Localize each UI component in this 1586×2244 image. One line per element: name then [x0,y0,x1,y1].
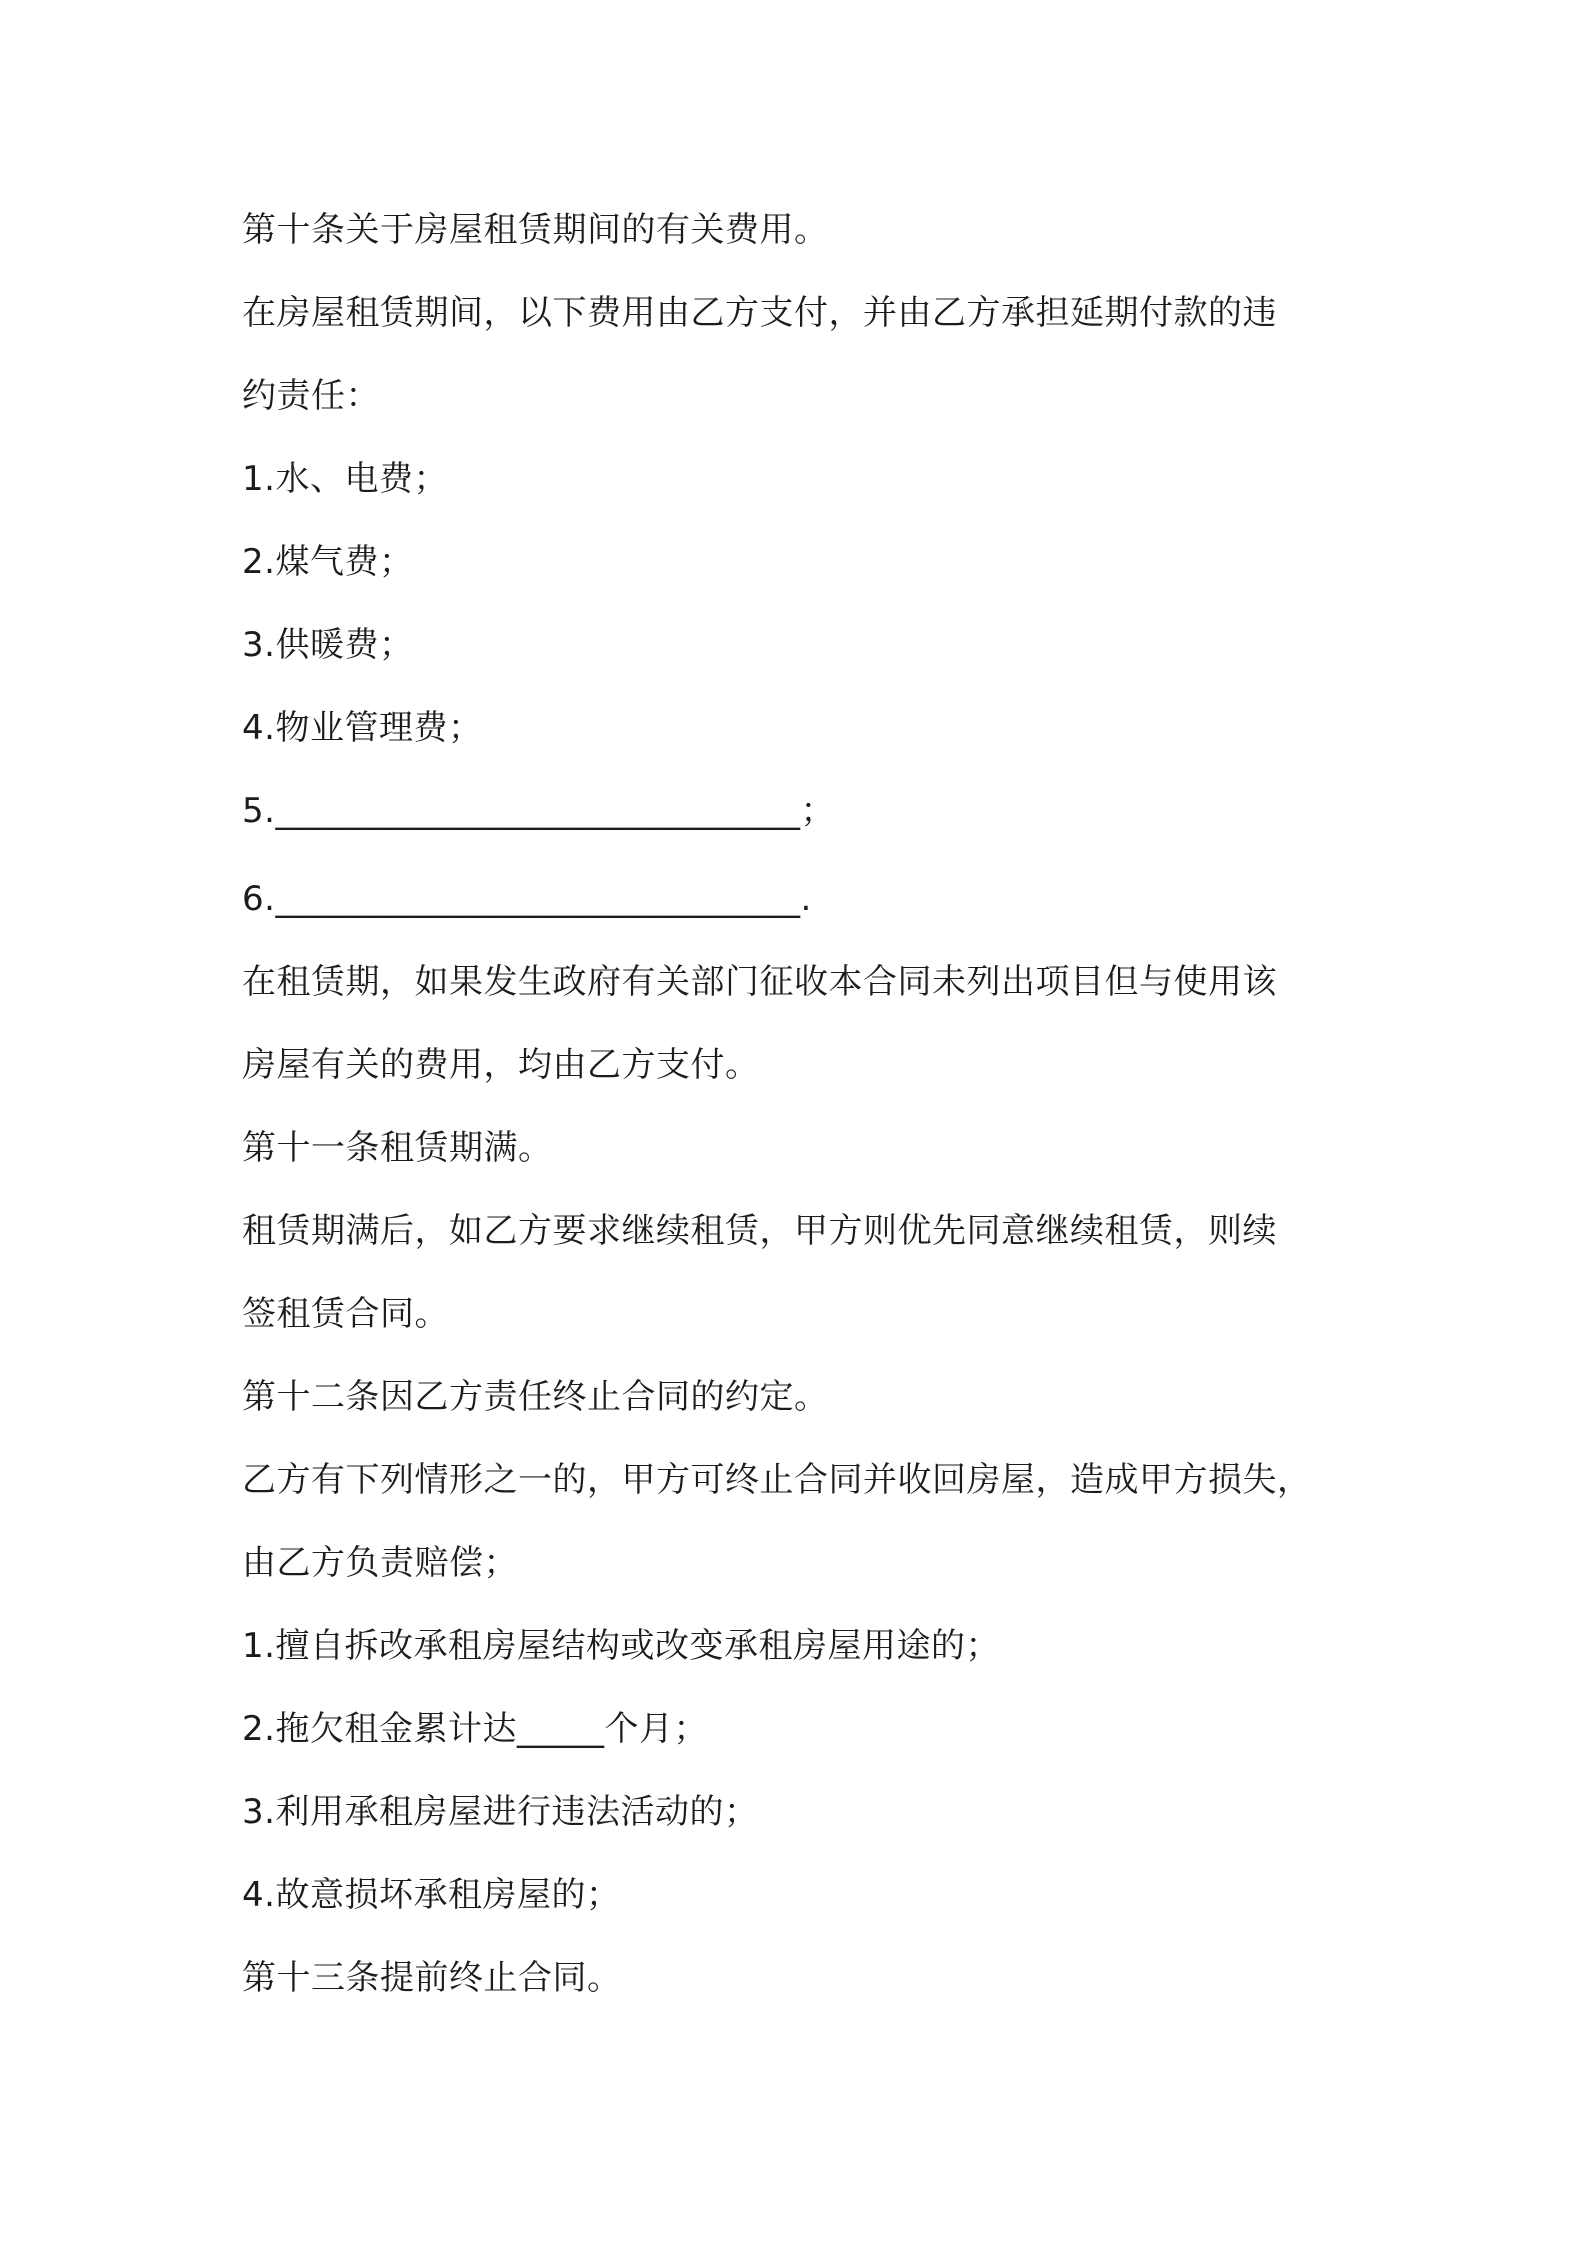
text-line: 1.水、电费； [242,459,448,499]
text-line: 在租赁期，如果发生政府有关部门征收本合同未列出项目但与使用该 [242,962,1277,1002]
text-line: 1.擅自拆改承租房屋结构或改变承租房屋用途的； [242,1626,1000,1666]
text-line: 租赁期满后，如乙方要求继续租赁，甲方则优先同意继续租赁，则续 [242,1211,1277,1251]
text-line: 签租赁合同。 [242,1294,449,1334]
text-line: 在房屋租赁期间，以下费用由乙方支付，并由乙方承担延期付款的违 [242,293,1277,333]
text-line: 第十二条因乙方责任终止合同的约定。 [242,1377,829,1417]
text-line: 第十三条提前终止合同。 [242,1958,622,1998]
text-line: 约责任： [242,376,380,416]
text-line: 3.供暖费； [242,625,414,665]
text-line: 4.故意损坏承租房屋的； [242,1875,621,1915]
text-line: 2.煤气费； [242,542,414,582]
text-line: 第十条关于房屋租赁期间的有关费用。 [242,210,829,250]
text-line: 2.拖欠租金累计达_____个月； [242,1709,708,1749]
text-line: 乙方有下列情形之一的，甲方可终止合同并收回房屋，造成甲方损失， [242,1460,1312,1500]
text-line: 第十一条租赁期满。 [242,1128,553,1168]
text-line: 由乙方负责赔偿； [242,1543,518,1583]
blank-line: 6.______________________________. [242,879,812,919]
text-line: 3.利用承租房屋进行违法活动的； [242,1792,759,1832]
text-line: 4.物业管理费； [242,708,483,748]
text-line: 房屋有关的费用，均由乙方支付。 [242,1045,760,1085]
blank-line: 5.______________________________； [242,791,835,831]
